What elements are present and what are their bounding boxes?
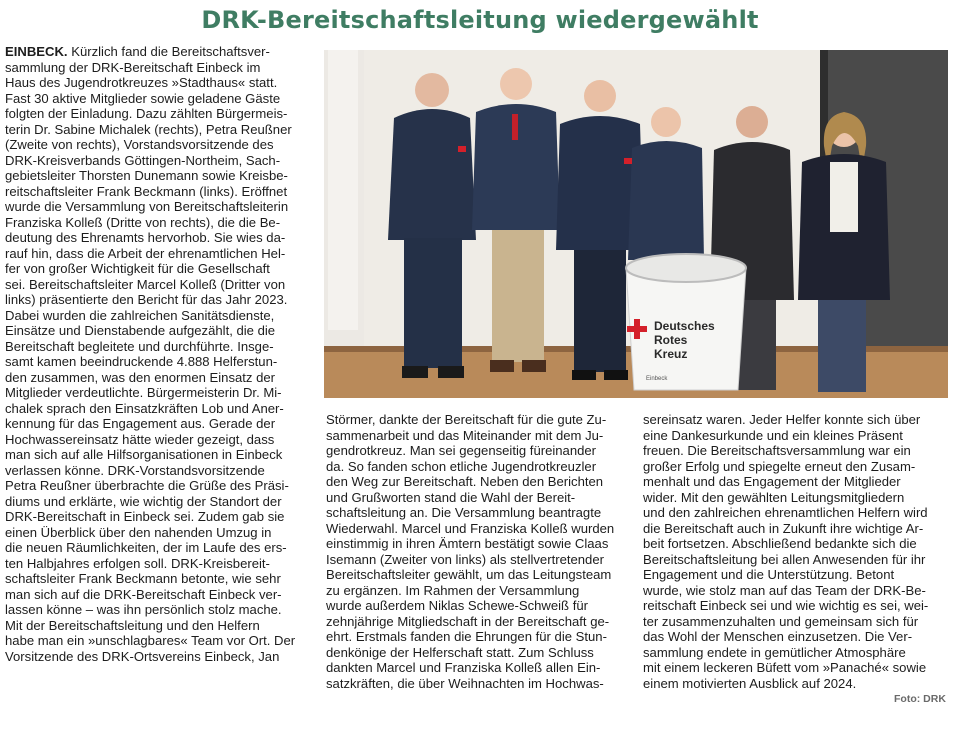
article-line: wider. Mit den gewählten Leitungsmitgliedern (643, 489, 905, 505)
article-line: Bereitschaft begleitete und durchführte. Insge- (5, 338, 274, 354)
article-line: DRK-Bereitschaft in Einbeck sei. Zudem gab sie (5, 509, 285, 524)
article-line: ten Halbjahres erfolgen soll. DRK-Kreisbereit- (5, 555, 270, 571)
article-line: menhalt und das Engagement der Mitglieder (643, 474, 901, 489)
article-line: gendrotkreuz. Man sei gegenseitig füreinander (326, 443, 597, 458)
article-line: Petra Reußner überbrachte die Grüße des Präsi- (5, 478, 289, 493)
bucket-label-line: Deutsches (654, 319, 715, 333)
article-line: die neuen Räumlichkeiten, der im Laufe des ers- (5, 540, 287, 555)
article-line: die Bereitschaft auch in Zukunft ihre wichtige Ar- (643, 520, 924, 536)
photo-credit: Foto: DRK (894, 693, 946, 705)
article-line: (Zweite von rechts), Vorstandsvorsitzende des (5, 137, 274, 152)
article-line: denkönige der Helferschaft statt. Zum Schluss (326, 644, 594, 660)
drk-bucket (626, 254, 746, 390)
article-line: satzkräften, die über Weihnachten im Hochwas- (326, 675, 604, 691)
article-line: Störmer, dankte der Bereitschaft für die gute Zu- (326, 412, 607, 427)
dateline: EINBECK. (5, 44, 68, 59)
article-line: großer Erfolg und spiegelte erneut den Zusam- (643, 458, 916, 474)
article-line: kennung für das Engagement aus. Gerade der (5, 416, 276, 431)
article-line: Hochwassereinsatz hätte wieder gezeigt, dass (5, 431, 275, 447)
article-line: diums und erklärte, wie wichtig der Standort der (5, 493, 282, 509)
article-line: wurde die Versammlung von Bereitschaftsleiterin (5, 199, 289, 214)
article-line: Bereitschaftsleitung bei allen Anwesenden für ihr (643, 551, 926, 567)
article-line: beit fortsetzen. Abschließend bedankte sich die (643, 536, 917, 551)
article-line: freuen. Die Bereitschaftsversammlung war ein (643, 443, 911, 458)
article-line: sammlung der DRK-Bereitschaft Einbeck im (5, 59, 261, 75)
article-line: gebietsleiter Thorsten Dunemann sowie Kreisbe- (5, 168, 288, 183)
article-line: sei. Bereitschaftsleiter Marcel Kolleß (Dritter von (5, 276, 286, 292)
article-line: verlassen könne. DRK-Vorstandsvorsitzende (5, 462, 265, 478)
article-line: reitschaft Einbeck sei und wie wichtig es sei, wei- (643, 598, 929, 613)
article-line: Mit der Bereitschaftsleitung und den Helfern (5, 617, 260, 633)
article-line: einem motivierten Ausblick auf 2024. (643, 675, 857, 691)
article-line: Fast 30 aktive Mitglieder sowie geladene Gäste (5, 90, 281, 106)
article-line: einen Überblick über den nahenden Umzug in (5, 524, 272, 540)
article-line: man sich auf alle Hilfsorganisationen in Einbeck (5, 447, 283, 462)
article-line: habe man ein »unschlagbares« Team vor Ort. Der (5, 633, 296, 648)
article-line: Einsätze und Dienstabende aufgezählt, die die (5, 323, 276, 338)
article-line: ter zusammenzuhalten und gemeinsam sich für (643, 613, 919, 629)
article-line: sammlung endete in gemütlicher Atmosphäre (643, 644, 906, 660)
article-column-2 (326, 412, 632, 691)
article-line: ehrt. Erstmals fanden die Ehrungen für die Stun- (326, 629, 607, 644)
article-line: schaftsleiter Frank Beckmann betonte, wie sehr (5, 571, 281, 586)
article-line-text: Kürzlich fand die Bereitschaftsver- (71, 44, 270, 59)
article-line: Franziska Kolleß (Dritte von rechts), die die Be- (5, 214, 281, 230)
article-line: terin Dr. Sabine Michalek (rechts), Petra Reußner (5, 121, 292, 137)
article-line: mit einem leckeren Büfett vom »Panaché« sowie (643, 660, 927, 675)
article-line: fer von großer Wichtigkeit für die Gesellschaft (5, 261, 270, 276)
article-line: rauf hin, dass die Arbeit der ehrenamtlichen Hel- (5, 245, 286, 261)
article-photo (324, 50, 948, 398)
article-line: zu ergänzen. Im Rahmen der Versammlung (326, 582, 580, 598)
article-line: deutung des Ehrenamts hervorhob. Sie wies da- (5, 230, 286, 245)
article-line: reitschaftsleiter Frank Beckmann (links). Eröffnet (5, 183, 288, 199)
article-line: folgten der Einladung. Dazu zählten Bürgermeis- (5, 106, 288, 121)
article-line: eine Dankesurkunde und ein kleines Präsent (643, 427, 903, 443)
article-line: Engagement und die Unterstützung. Betont (643, 567, 895, 582)
article-line: sammenarbeit und das Miteinander mit dem Ju- (326, 427, 604, 443)
article-line: Vorsitzende des DRK-Ortsvereins Einbeck, Jan (5, 648, 280, 664)
article-line: dankten Marcel und Franziska Kolleß allen Ein- (326, 660, 601, 675)
article-line: DRK-Kreisverbands Göttingen-Northeim, Sach- (5, 152, 281, 168)
bucket-sub-label: Einbeck (646, 376, 668, 382)
article-column-1 (5, 44, 317, 664)
article-line: wurde außerdem Niklas Schewe-Schweiß für (326, 598, 588, 613)
article-line: schaftsleitung an. Die Versammlung beantragte (326, 505, 602, 520)
article-line: und den zahlreichen ehrenamtlichen Helfern wird (643, 505, 928, 520)
article-line: sereinsatz waren. Jeder Helfer konnte sich über (643, 412, 921, 427)
article-line: Wiederwahl. Marcel und Franziska Kolleß wurden (326, 520, 615, 536)
article-line: chalek sprach den Einsatzkräften Lob und Aner- (5, 400, 284, 416)
article-line: man sich auf die DRK-Bereitschaft Einbeck ver- (5, 586, 282, 602)
article-line: Isemann (Zweiter von links) als stellvertretender (326, 551, 604, 567)
article-headline: DRK-Bereitschaftsleitung wiedergewählt (201, 6, 759, 34)
article-line: einstimmig in ihren Ämtern bestätigt sowie Claas (326, 536, 609, 551)
bucket-label-line: Rotes (654, 333, 688, 347)
article-line: Haus des Jugendrotkreuzes »Stadthaus« statt. (5, 75, 278, 90)
article-line: Bereitschaftsleiter gewählt, um das Leitungsteam (326, 567, 612, 582)
article-line: und Grußworten stand die Wahl der Bereit- (326, 489, 576, 505)
article-line: das Wohl der Menschen einzusetzen. Die Ver- (643, 629, 913, 644)
article-line: den Weg zur Bereitschaft. Neben den Berichten (326, 474, 604, 489)
bucket-label-line: Kreuz (654, 347, 688, 361)
article-line: Mitglieder verdeutlichte. Bürgermeisterin Dr. Mi- (5, 385, 282, 400)
article-line: Dabei wurden die zahlreichen Sanitätsdienste, (5, 307, 275, 323)
article-line: da. So fanden schon etliche Jugendrotkreuzler (326, 458, 597, 474)
article-line: zehnjährige Mitgliedschaft in der Bereitschaft ge- (326, 613, 610, 629)
article-line: wurde, wie stolz man auf das Team der DRK-Be- (643, 582, 926, 598)
article-line (5, 44, 317, 60)
group-photo (324, 50, 948, 398)
article-line: den zusammen, was den enormen Einsatz der (5, 369, 276, 385)
article-line: samt kamen beeindruckende 4.888 Helferstun- (5, 354, 278, 369)
article-line: lassen könne – was ihn persönlich stolz mache. (5, 602, 282, 617)
article-column-3 (643, 412, 955, 691)
article-line: links) präsentierte den Bericht für das Jahr 2023. (5, 292, 288, 307)
